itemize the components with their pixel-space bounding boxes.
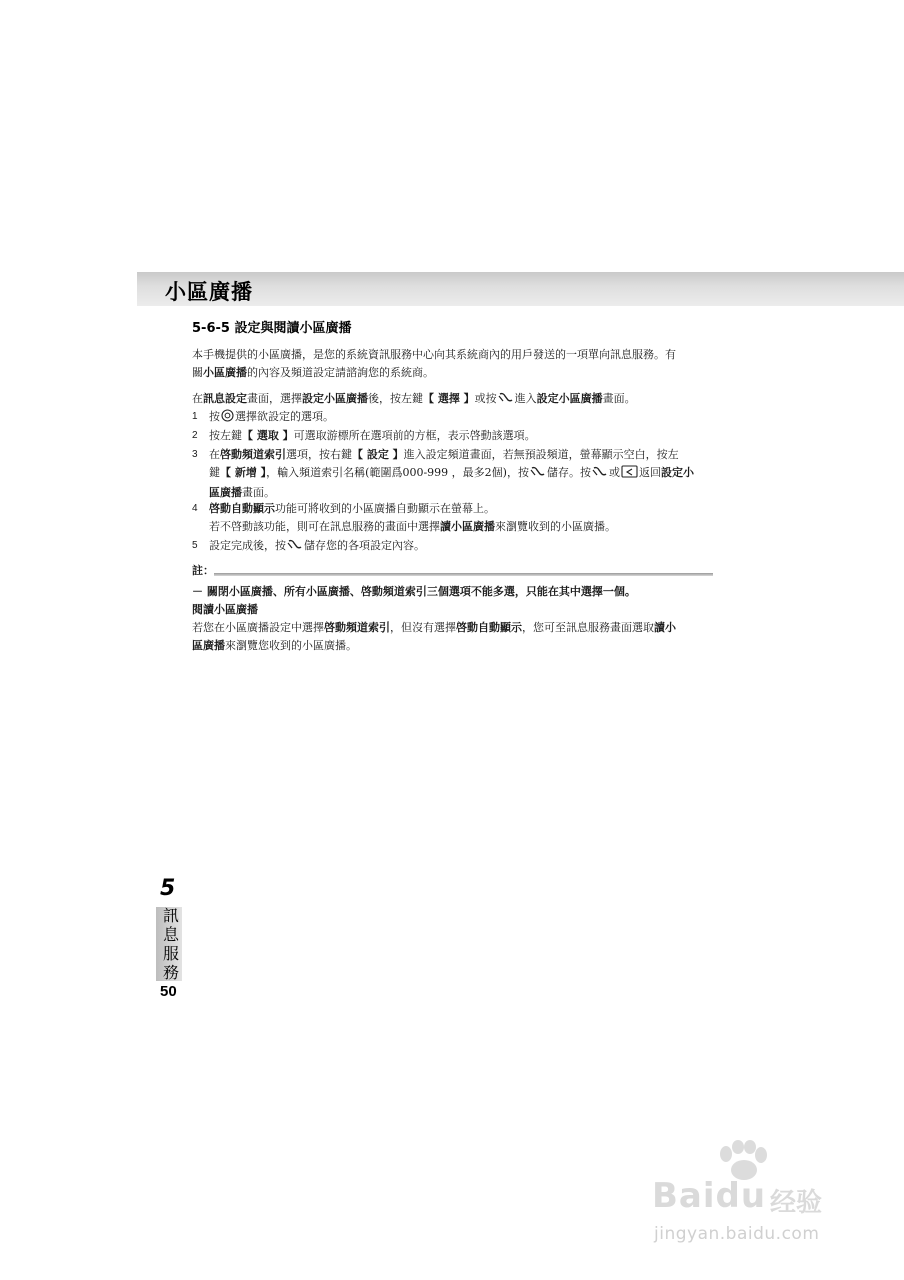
lead-paragraph [192, 390, 720, 410]
step-text: 鍵 [209, 466, 220, 479]
watermark-brand-b: du [715, 1176, 767, 1216]
watermark-brand-cn: 经验 [770, 1188, 823, 1218]
note-paragraph [192, 583, 720, 655]
step-item [192, 500, 720, 536]
note-label: 註： [192, 564, 214, 577]
step-text: 畫面。 [242, 486, 275, 499]
nav-key-icon [221, 409, 234, 428]
step-item [192, 427, 720, 445]
reading-bold: 讀小 [654, 621, 676, 634]
page-number: 50 [160, 983, 177, 1000]
step-text: ，輸入頻道索引名稱(範圍爲000-999 ，最多2個)，按 [266, 466, 529, 479]
chapter-label: 訊息服務 [162, 906, 179, 982]
step-bold: 讀小區廣播 [440, 520, 495, 533]
step-text: 按左鍵 [209, 429, 242, 442]
page-title: 小區廣播 [165, 280, 253, 304]
watermark-brand-a: Bai [652, 1176, 716, 1216]
reading-title: 閱讀小區廣播 [192, 603, 258, 616]
note-bullet: － 關閉小區廣播、所有小區廣播、啓動頻道索引三個選項不能多選，只能在其中選擇一個。 [192, 585, 636, 598]
step-bold: 【 設定 】 [352, 448, 404, 461]
section-title: 5-6-5 設定與閱讀小區廣播 [192, 321, 352, 336]
intro-paragraph [192, 346, 720, 382]
step-text: 在 [209, 448, 220, 461]
step-bold: 設定小 [660, 466, 694, 479]
step-text: 儲存。按 [546, 466, 591, 479]
intro-line-1: 本手機提供的小區廣播，是您的系統資訊服務中心向其系統商內的用戶發送的一項單向訊息服務。有 [192, 348, 676, 361]
reading-bold: 區廣播 [192, 639, 225, 652]
intro-text: 的內容及頻道設定請諮詢您的系統商。 [247, 366, 434, 379]
lead-text: 在 [192, 392, 203, 405]
step-item [192, 408, 720, 428]
end-key-icon [592, 466, 608, 484]
step-number: 5 [192, 540, 198, 551]
lead-text: 畫面。 [602, 392, 636, 405]
step-number: 4 [192, 503, 198, 514]
lead-bold: 訊息設定 [203, 392, 247, 405]
reading-bold: 啓動自動顯示 [456, 621, 522, 634]
back-key-icon [621, 465, 638, 484]
reading-text: ，但沒有選擇 [390, 621, 456, 634]
step-text: 選項，按右鍵 [286, 448, 352, 461]
step-text: 或 [608, 466, 620, 479]
step-text: 儲存您的各項設定內容。 [304, 539, 425, 552]
intro-text: 關 [192, 366, 203, 379]
step-bold: 啓動自動顯示 [209, 502, 275, 515]
step-text: 可選取游標所在選項前的方框，表示啓動該選項。 [293, 429, 536, 442]
step-number: 2 [192, 430, 198, 441]
step-number: 1 [192, 411, 198, 422]
reading-text: 來瀏覽您收到的小區廣播。 [225, 639, 357, 652]
lead-text: 後，按左鍵 [368, 392, 423, 405]
step-text: 設定完成後，按 [209, 539, 286, 552]
reading-bold: 啓動頻道索引 [324, 621, 390, 634]
step-text: 選擇欲設定的選項。 [235, 410, 334, 423]
step-text: 返回 [638, 466, 661, 479]
lead-bold: 設定小區廣播 [536, 392, 603, 405]
step-text: 功能可將收到的小區廣播自動顯示在螢幕上。 [275, 502, 495, 515]
step-bold: 啓動頻道索引 [220, 448, 286, 461]
step-bold: 【 新增 】 [220, 466, 267, 479]
step-bold: 區廣播 [209, 486, 242, 499]
reading-text: ，您可至訊息服務畫面選取 [522, 621, 654, 634]
intro-bold: 小區廣播 [203, 366, 247, 379]
step-text: 按 [209, 410, 220, 423]
watermark [652, 1140, 882, 1260]
step-text: 進入設定頻道畫面，若無預設頻道，螢幕顯示空白，按左 [403, 448, 679, 461]
watermark-url: jingyan.baidu.com [654, 1224, 820, 1244]
lead-text: 或按 [474, 392, 497, 405]
note-divider [214, 573, 713, 576]
watermark-brand [652, 1176, 766, 1216]
send-key-icon [530, 466, 546, 484]
step-text: 若不啓動該功能，則可在訊息服務的畫面中選擇 [209, 520, 440, 533]
send-key-icon [287, 539, 303, 557]
lead-bold: 【 選擇 】 [423, 392, 475, 405]
lead-bold: 設定小區廣播 [302, 392, 368, 405]
step-text: 來瀏覽收到的小區廣播。 [495, 520, 616, 533]
lead-text: 畫面，選擇 [247, 392, 302, 405]
step-item [192, 446, 720, 502]
step-number: 3 [192, 449, 198, 460]
step-item [192, 537, 720, 557]
reading-text: 若您在小區廣播設定中選擇 [192, 621, 324, 634]
lead-text: 進入 [514, 392, 537, 405]
chapter-number: 5 [160, 876, 176, 901]
step-bold: 【 選取 】 [242, 429, 294, 442]
